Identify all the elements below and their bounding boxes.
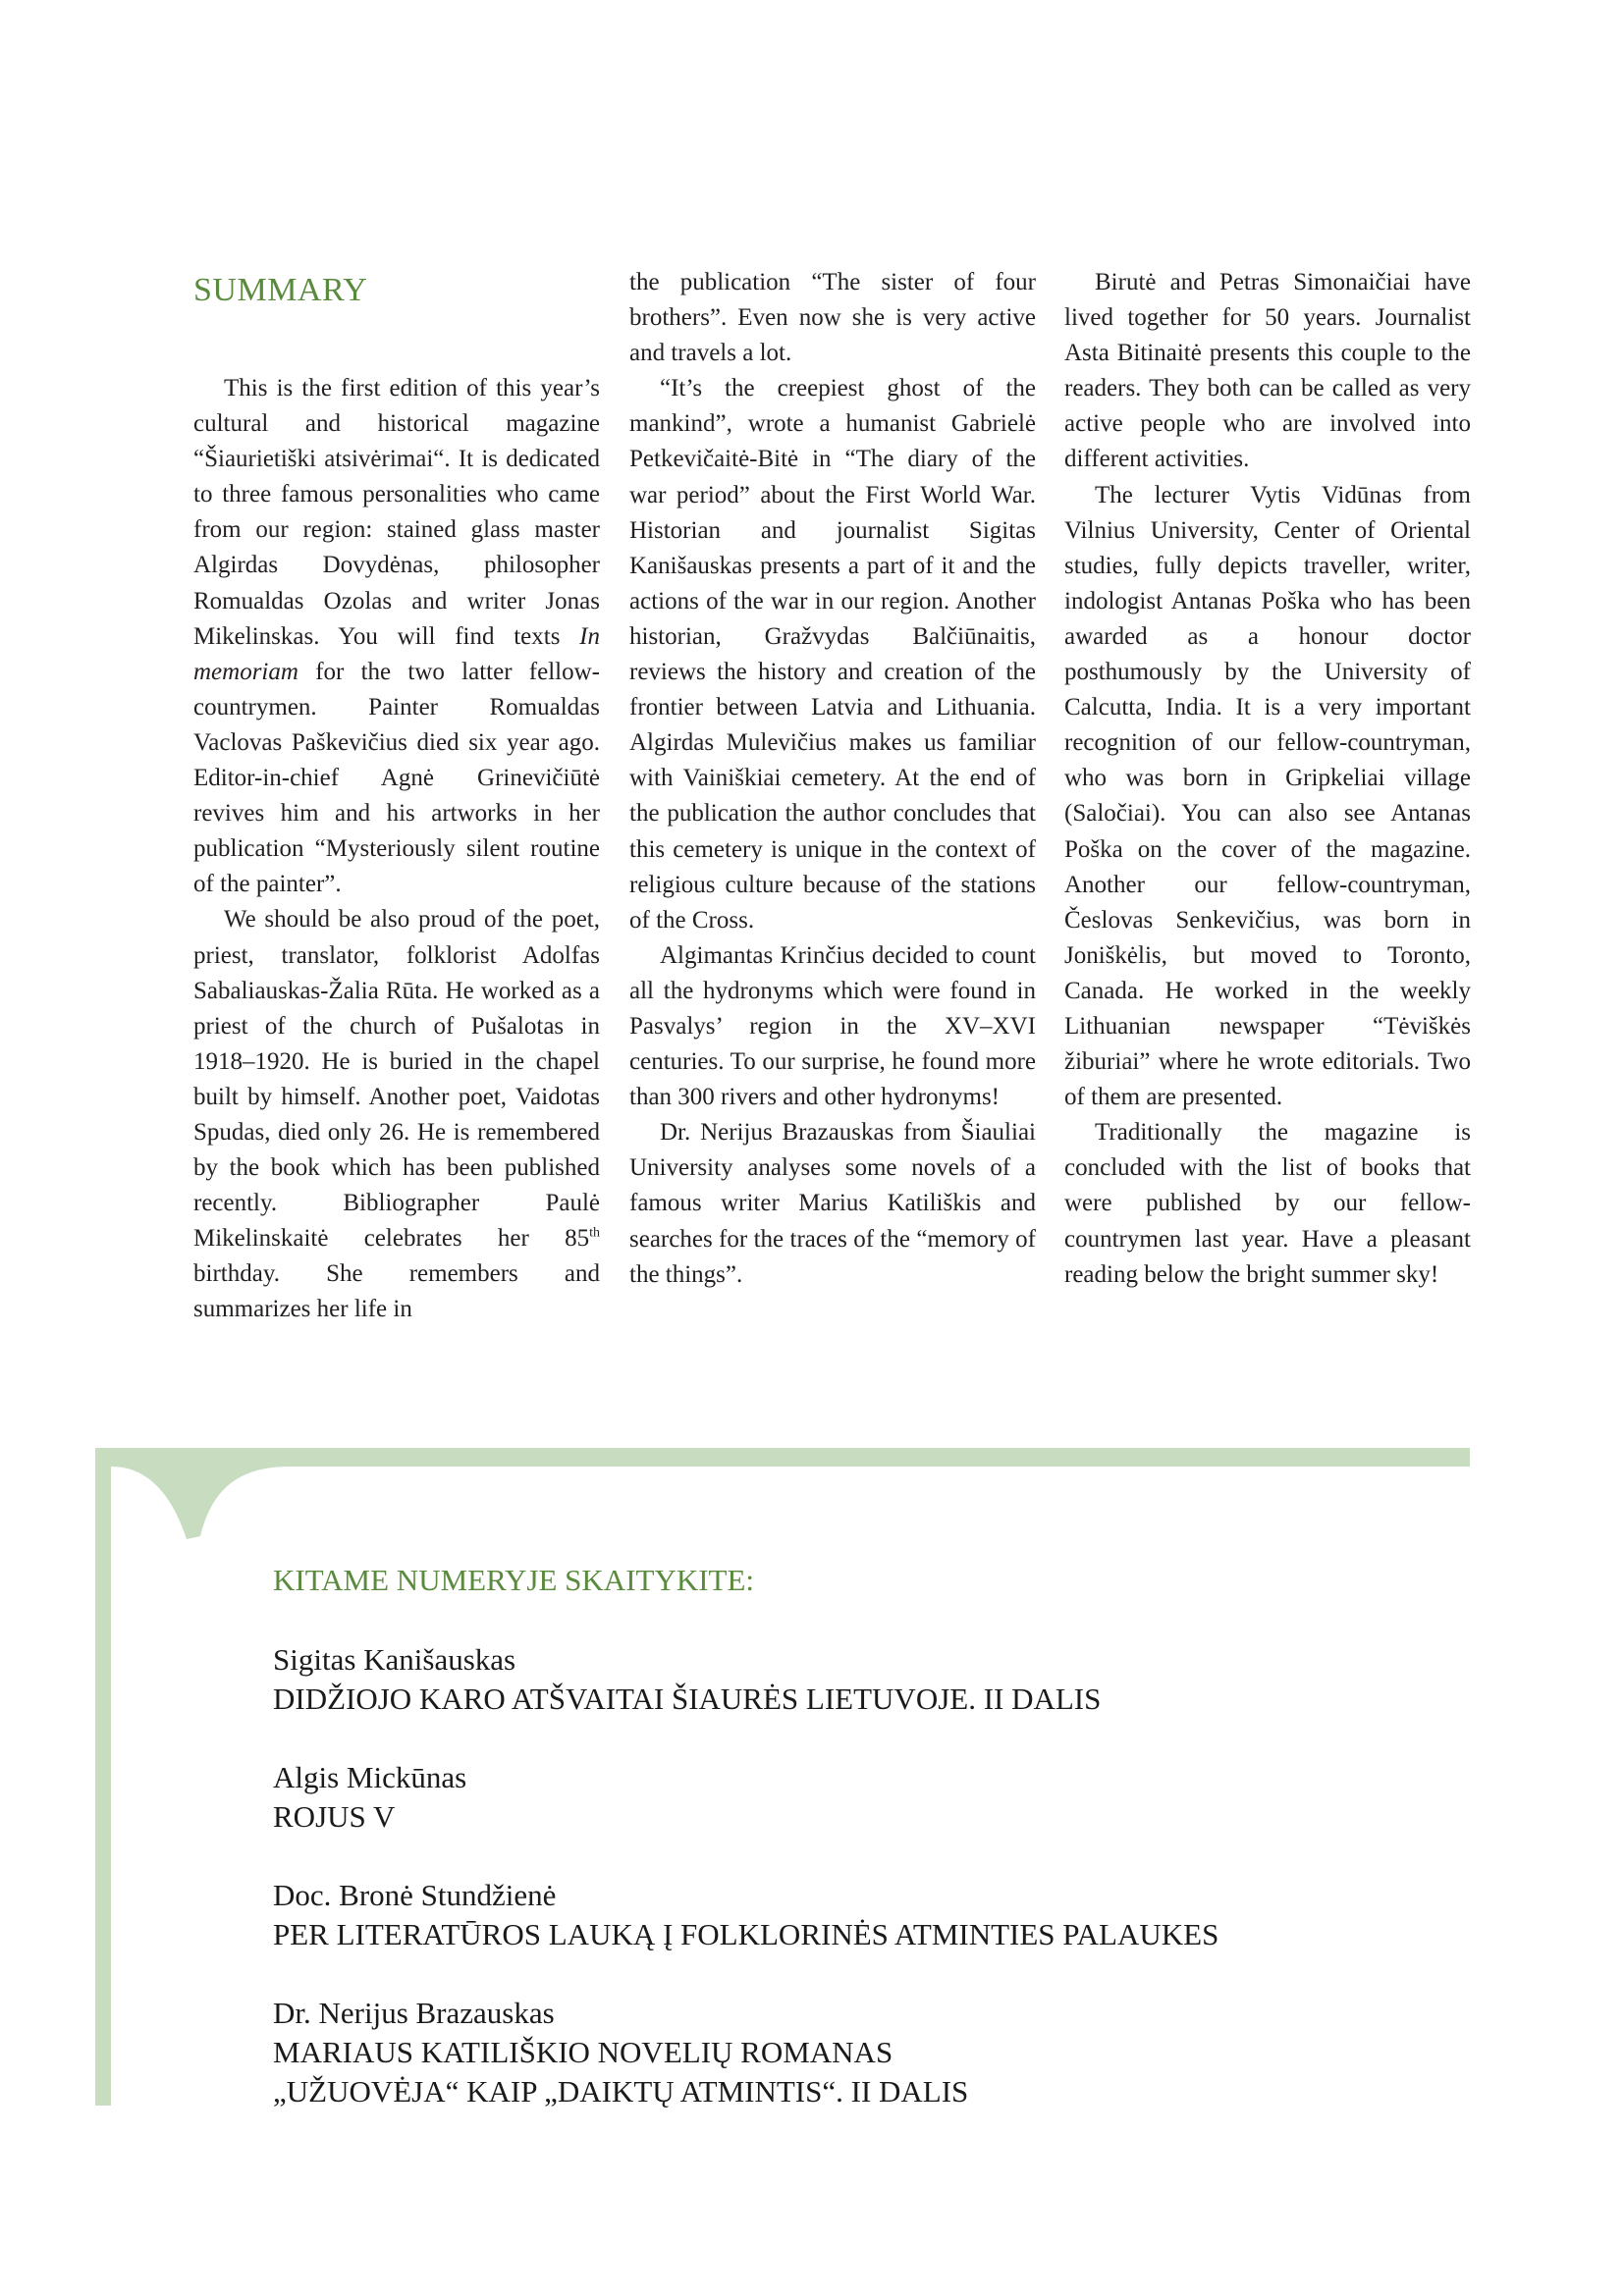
next-issue-article xyxy=(273,1994,968,2111)
emphasis: In memoriam xyxy=(193,622,600,685)
summary-heading: SUMMARY xyxy=(193,272,368,308)
next-issue-article xyxy=(273,1876,1218,1954)
article-title: DIDŽIOJO KARO ATŠVAITAI ŠIAURĖS LIETUVOJE. II DALIS xyxy=(273,1682,1102,1716)
paragraph: This is the first edition of this year’s cultural and historical magazine “Šiaurietiški atsivėrimai“. It is dedicated to three famous personalities who came from our region: stained glass master Algirdas Dovydėnas, philosopher Romualdas Ozolas and writer Jonas Mikelinskas. You will find texts In memoriam for the two latter fellow-countrymen. Painter Romualdas Vaclovas Paškevičius died six year ago. Editor-in-chief Agnė Grinevičiūtė revives him and his artworks in her publication “Mysteriously silent routine of the painter”. xyxy=(193,375,600,898)
paragraph: We should be also proud of the poet, priest, translator, folklorist Adolfas Sabaliauskas-Žalia Rūta. He worked as a priest of the church of Pušalotas in 1918–1920. He is buried in the chapel built by himself. Another poet, Vaidotas Spudas, died only 26. He is remembered by the book which has been published recently. Bibliographer Paulė Mikelinskaitė celebrates her 85th birthday. She remembers and summarizes her life in xyxy=(193,906,600,1323)
article-author: Doc. Bronė Stundžienė xyxy=(273,1878,557,1912)
paragraph: Algimantas Krinčius decided to count all the hydronyms which were found in Pasvalys’ region in the XV–XVI centuries. To our surprise, he found more than 300 rivers and other hydronyms! xyxy=(629,941,1036,1111)
article-title: MARIAUS KATILIŠKIO NOVELIŲ ROMANAS xyxy=(273,2035,893,2069)
paragraph: Dr. Nerijus Brazauskas from Šiauliai University analyses some novels of a famous writer Marius Katiliškis and searches for the traces of the “memory of the things”. xyxy=(629,1119,1036,1288)
paragraph: Birutė and Petras Simonaičiai have lived together for 50 years. Journalist Asta Bitinaitė presents this couple to the readers. They both can be called as very active people who are involved into different activities. xyxy=(1064,269,1471,473)
article-title: PER LITERATŪROS LAUKĄ Į FOLKLORINĖS ATMINTIES PALAUKES xyxy=(273,1917,1219,1951)
article-title-line-2: „UŽUOVĖJA“ KAIP „DAIKTŲ ATMINTIS“. II DALIS xyxy=(273,2074,969,2109)
next-issue-article xyxy=(273,1640,1101,1719)
paragraph: The lecturer Vytis Vidūnas from Vilnius University, Center of Oriental studies, fully depicts traveller, writer, indologist Antanas Poška who has been awarded as a honour doctor posthumously by the University of Calcutta, India. It is a very important recognition of our fellow-countryman, who was born in Gripkeliai village (Saločiai). You can also see Antanas Poška on the cover of the magazine. Another our fellow-countryman, Česlovas Senkevičius, was born in Joniškėlis, but moved to Toronto, Canada. He worked in the weekly Lithuanian newspaper “Tėviškės žiburiai” where he wrote editorials. Two of them are presented. xyxy=(1064,481,1471,1111)
next-issue-heading: KITAME NUMERYJE SKAITYKITE: xyxy=(273,1563,755,1597)
next-issue-article xyxy=(273,1758,466,1837)
paragraph: the publication “The sister of four brothers”. Even now she is very active and travels a lot. xyxy=(629,269,1036,367)
article-title: ROJUS V xyxy=(273,1799,396,1834)
paragraph: Traditionally the magazine is concluded with the list of books that were published by our fellow-countrymen last year. Have a pleasant reading below the bright summer sky! xyxy=(1064,1119,1471,1288)
article-author: Algis Mickūnas xyxy=(273,1760,467,1794)
paragraph: “It’s the creepiest ghost of the mankind”, wrote a humanist Gabrielė Petkevičaitė-Bitė in “The diary of the war period” about the First World War. Historian and journalist Sigitas Kanišauskas presents a part of it and the actions of the war in our region. Another historian, Gražvydas Balčiūnaitis, reviews the history and creation of the frontier between Latvia and Lithuania. Algirdas Mulevičius makes us familiar with Vainiškiai cemetery. At the end of the publication the author concludes that this cemetery is unique in the context of religious culture because of the stations of the Cross. xyxy=(629,375,1036,934)
article-author: Sigitas Kanišauskas xyxy=(273,1642,516,1677)
article-author: Dr. Nerijus Brazauskas xyxy=(273,1996,555,2030)
